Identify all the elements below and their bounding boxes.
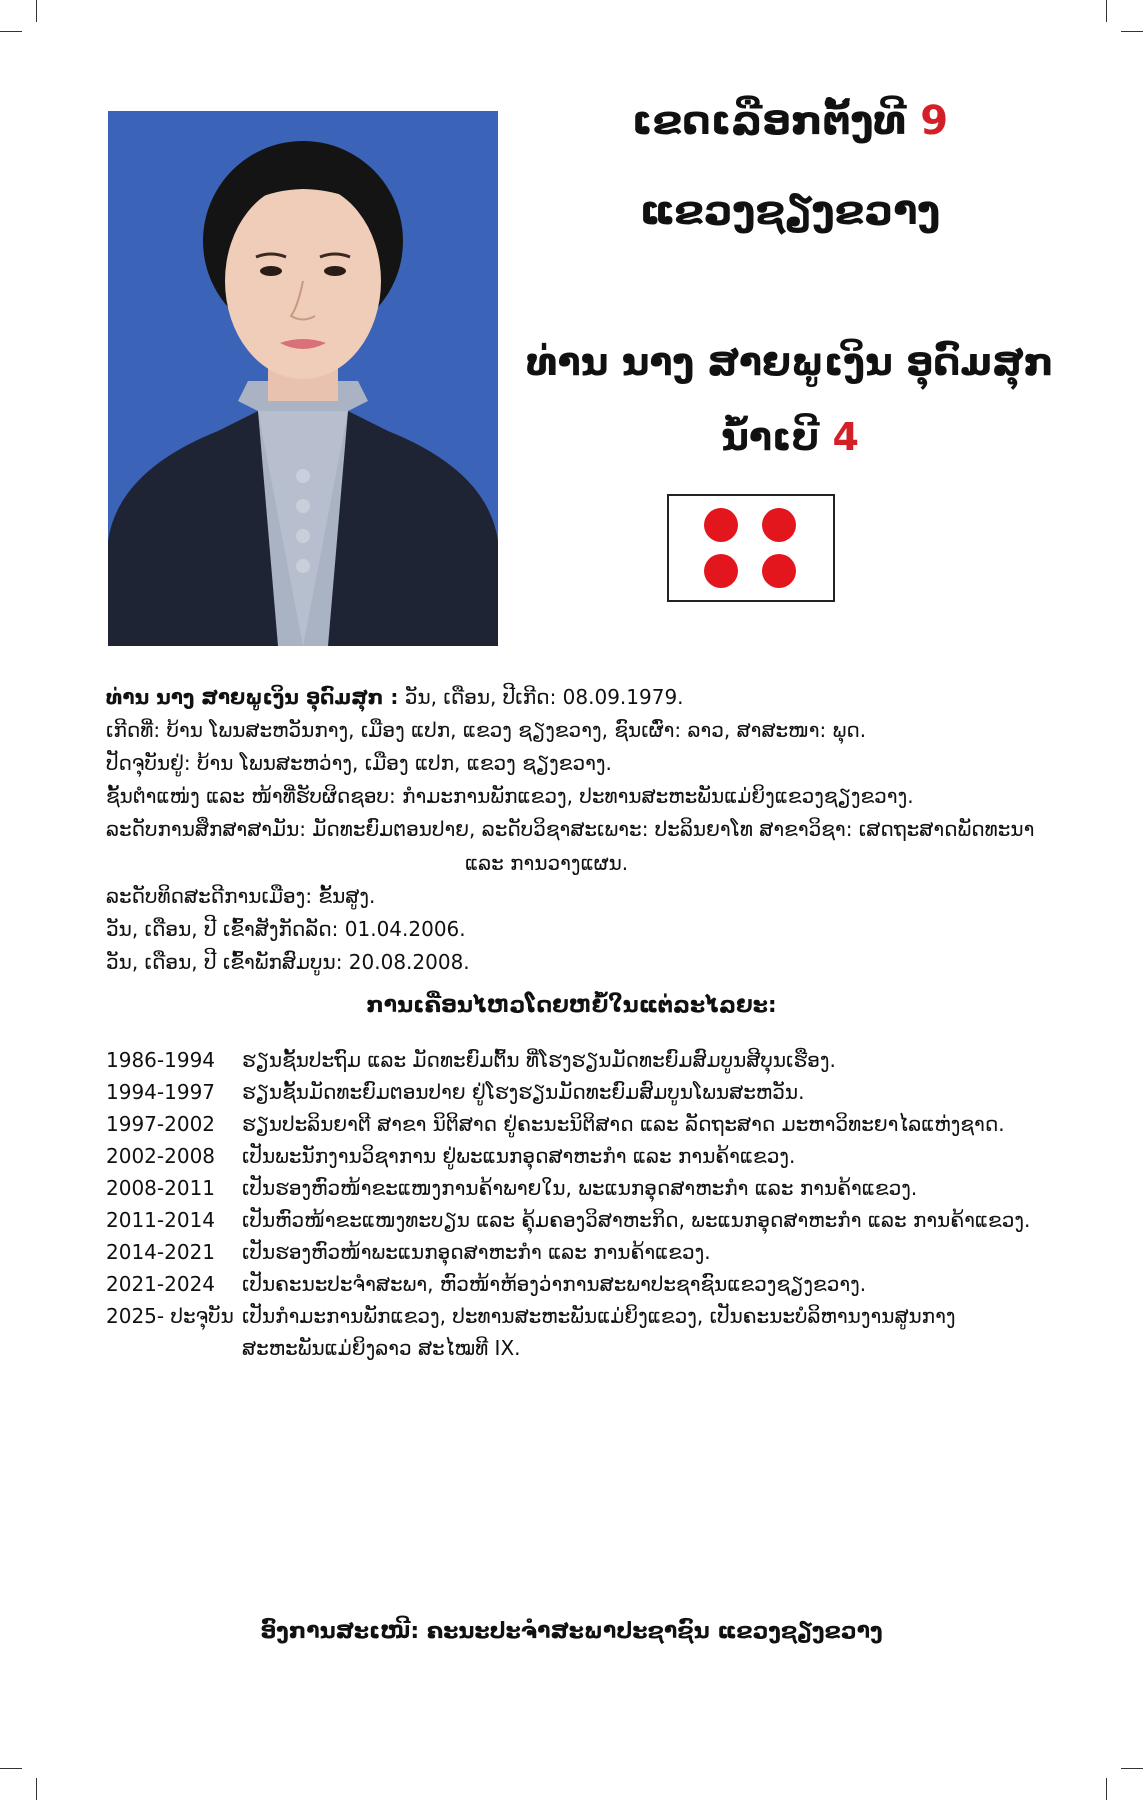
timeline-spacer xyxy=(106,1332,242,1364)
crop-mark xyxy=(0,31,22,32)
timeline-text: ເປັນຮອງຫົວໜ້າຂະແໜງການຄ້າພາຍໃນ, ພະແນກອຸດສາຫະກໍາ ແລະ ການຄ້າແຂວງ. xyxy=(242,1176,918,1200)
timeline-years: 2008-2011 xyxy=(106,1176,216,1200)
timeline-text: ເປັນກໍາມະການພັກແຂວງ, ປະທານສະຫະພັນແມ່ຍິງແຂວງ, ເປັນຄະນະບໍລິຫານງານສູນກາງ xyxy=(242,1304,956,1328)
timeline-row xyxy=(106,1172,1030,1204)
crop-mark xyxy=(1121,31,1143,32)
crop-mark xyxy=(1106,1778,1107,1800)
ballot-symbol-box xyxy=(667,494,835,602)
bio-line-birthplace: ເກີດທີ່: ບ້ານ ໂພນສະຫວັນກາງ, ເມືອງ ແປກ, ແຂວງ ຊຽງຂວາງ, ຊົນເຜົ່າ: ລາວ, ສາສະໜາ: ພຸດ. xyxy=(106,718,867,742)
ballot-label: ນໍ້າເບີ xyxy=(721,415,820,459)
timeline-row xyxy=(106,1204,1030,1236)
timeline-years: 2002-2008 xyxy=(106,1144,216,1168)
ballot-number-title xyxy=(540,415,1040,459)
ballot-dot xyxy=(704,508,738,542)
ballot-dot xyxy=(762,508,796,542)
timeline-row xyxy=(106,1108,1030,1140)
bio-line-political-theory: ລະດັບທິດສະດີການເມືອງ: ຂັ້ນສູງ. xyxy=(106,884,376,908)
timeline-text: ເປັນຄະນະປະຈໍາສະພາ, ຫົວໜ້າຫ້ອງວ່າການສະພາປະຊາຊົນແຂວງຊຽງຂວາງ. xyxy=(242,1272,867,1296)
bio-line-education: ລະດັບການສຶກສາສາມັນ: ມັດທະຍົມຕອນປາຍ, ລະດັບວິຊາສະເພາະ: ປະລິນຍາໂທ ສາຂາວິຊາ: ເສດຖະສາດພັດທະນາ xyxy=(106,817,1035,841)
timeline-years: 2021-2024 xyxy=(106,1272,216,1296)
bio-line-education-cont: ແລະ ການວາງແຜນ. xyxy=(465,851,629,875)
district-label: ເຂດເລືອກຕັ້ງທີ xyxy=(631,98,907,144)
bio-line-state-service: ວັນ, ເດືອນ, ປີ ເຂົ້າສັງກັດລັດ: 01.04.2006. xyxy=(106,917,466,941)
ballot-number: 4 xyxy=(832,415,859,459)
timeline-years: 2011-2014 xyxy=(106,1208,216,1232)
timeline-row xyxy=(106,1300,1030,1332)
bio-line-party-membership: ວັນ, ເດືອນ, ປີ ເຂົ້າພັກສົມບູນ: 20.08.2008. xyxy=(106,950,470,974)
proposing-organization: ອົງການສະເໜີ: ຄະນະປະຈໍາສະພາປະຊາຊົນ ແຂວງຊຽງຂວາງ xyxy=(260,1619,883,1644)
bio-birthdate: ວັນ, ເດືອນ, ປີເກີດ: 08.09.1979. xyxy=(404,685,684,709)
timeline-row xyxy=(106,1076,1030,1108)
district-number: 9 xyxy=(920,98,949,144)
timeline-text: ຮຽນຊັ້ນປະຖົມ ແລະ ມັດທະຍົມຕົ້ນ ທີ່ໂຮງຮຽນມັດທະຍົມສົມບູນສີບຸນເຮືອງ. xyxy=(242,1048,836,1072)
timeline-years: 2025- ປະຈຸບັນ xyxy=(106,1304,234,1328)
timeline-row xyxy=(106,1236,1030,1268)
crop-mark xyxy=(0,1768,22,1769)
ballot-dot xyxy=(762,554,796,588)
timeline-row xyxy=(106,1140,1030,1172)
bio-line-position: ຊັ້ນຕໍາແໜ່ງ ແລະ ໜ້າທີ່ຮັບຜິດຊອບ: ກໍາມະການພັກແຂວງ, ປະທານສະຫະພັນແມ່ຍິງແຂວງຊຽງຂວາງ. xyxy=(106,784,914,808)
timeline-text: ສະຫະພັນແມ່ຍິງລາວ ສະໄໝທີ IX. xyxy=(242,1336,521,1360)
timeline-row-continuation xyxy=(106,1332,1030,1364)
timeline-text: ເປັນພະນັກງານວິຊາການ ຢູ່ພະແນກອຸດສາຫະກໍາ ແລະ ການຄ້າແຂວງ. xyxy=(242,1144,796,1168)
timeline-years: 2014-2021 xyxy=(106,1240,216,1264)
electoral-district-title xyxy=(540,98,1040,144)
timeline-text: ເປັນຫົວໜ້າຂະແໜງທະບຽນ ແລະ ຄຸ້ມຄອງວິສາຫະກິດ, ພະແນກອຸດສາຫະກໍາ ແລະ ການຄ້າແຂວງ. xyxy=(242,1208,1031,1232)
bio-name-label: ທ່ານ ນາງ ສາຍພູເງິນ ອຸດົມສຸກ : xyxy=(106,685,399,709)
timeline-text: ເປັນຮອງຫົວໜ້າພະແນກອຸດສາຫະກໍາ ແລະ ການຄ້າແຂວງ. xyxy=(242,1240,711,1264)
timeline-text: ຮຽນປະລິນຍາຕີ ສາຂາ ນິຕິສາດ ຢູ່ຄະນະນິຕິສາດ ແລະ ລັດຖະສາດ ມະຫາວິທະຍາໄລແຫ່ງຊາດ. xyxy=(242,1112,1005,1136)
timeline-text: ຮຽນຊັ້ນມັດທະຍົມຕອນປາຍ ຢູ່ໂຮງຮຽນມັດທະຍົມສົມບູນໂພນສະຫວັນ. xyxy=(242,1080,805,1104)
crop-mark xyxy=(36,1778,37,1800)
timeline-years: 1986-1994 xyxy=(106,1048,216,1072)
timeline-row xyxy=(106,1044,1030,1076)
candidate-photo xyxy=(108,111,498,646)
crop-mark xyxy=(1121,1768,1143,1769)
province-title: ແຂວງຊຽງຂວາງ xyxy=(639,188,941,234)
candidate-name: ທ່ານ ນາງ ສາຍພູເງິນ ອຸດົມສຸກ xyxy=(526,340,1054,384)
crop-mark xyxy=(36,0,37,22)
bio-line-birthdate xyxy=(106,683,684,711)
timeline-title: ການເຄື່ອນໄຫວໂດຍຫຍໍ້ໃນແຕ່ລະໄລຍະ: xyxy=(366,993,777,1018)
timeline-row xyxy=(106,1268,1030,1300)
timeline-years: 1994-1997 xyxy=(106,1080,216,1104)
crop-mark xyxy=(1106,0,1107,22)
timeline-years: 1997-2002 xyxy=(106,1112,216,1136)
bio-line-address: ປັດຈຸບັນຢູ່: ບ້ານ ໂພນສະຫວ່າງ, ເມືອງ ແປກ, ແຂວງ ຊຽງຂວາງ. xyxy=(106,751,612,775)
timeline-list xyxy=(106,1044,1030,1364)
ballot-dot xyxy=(704,554,738,588)
